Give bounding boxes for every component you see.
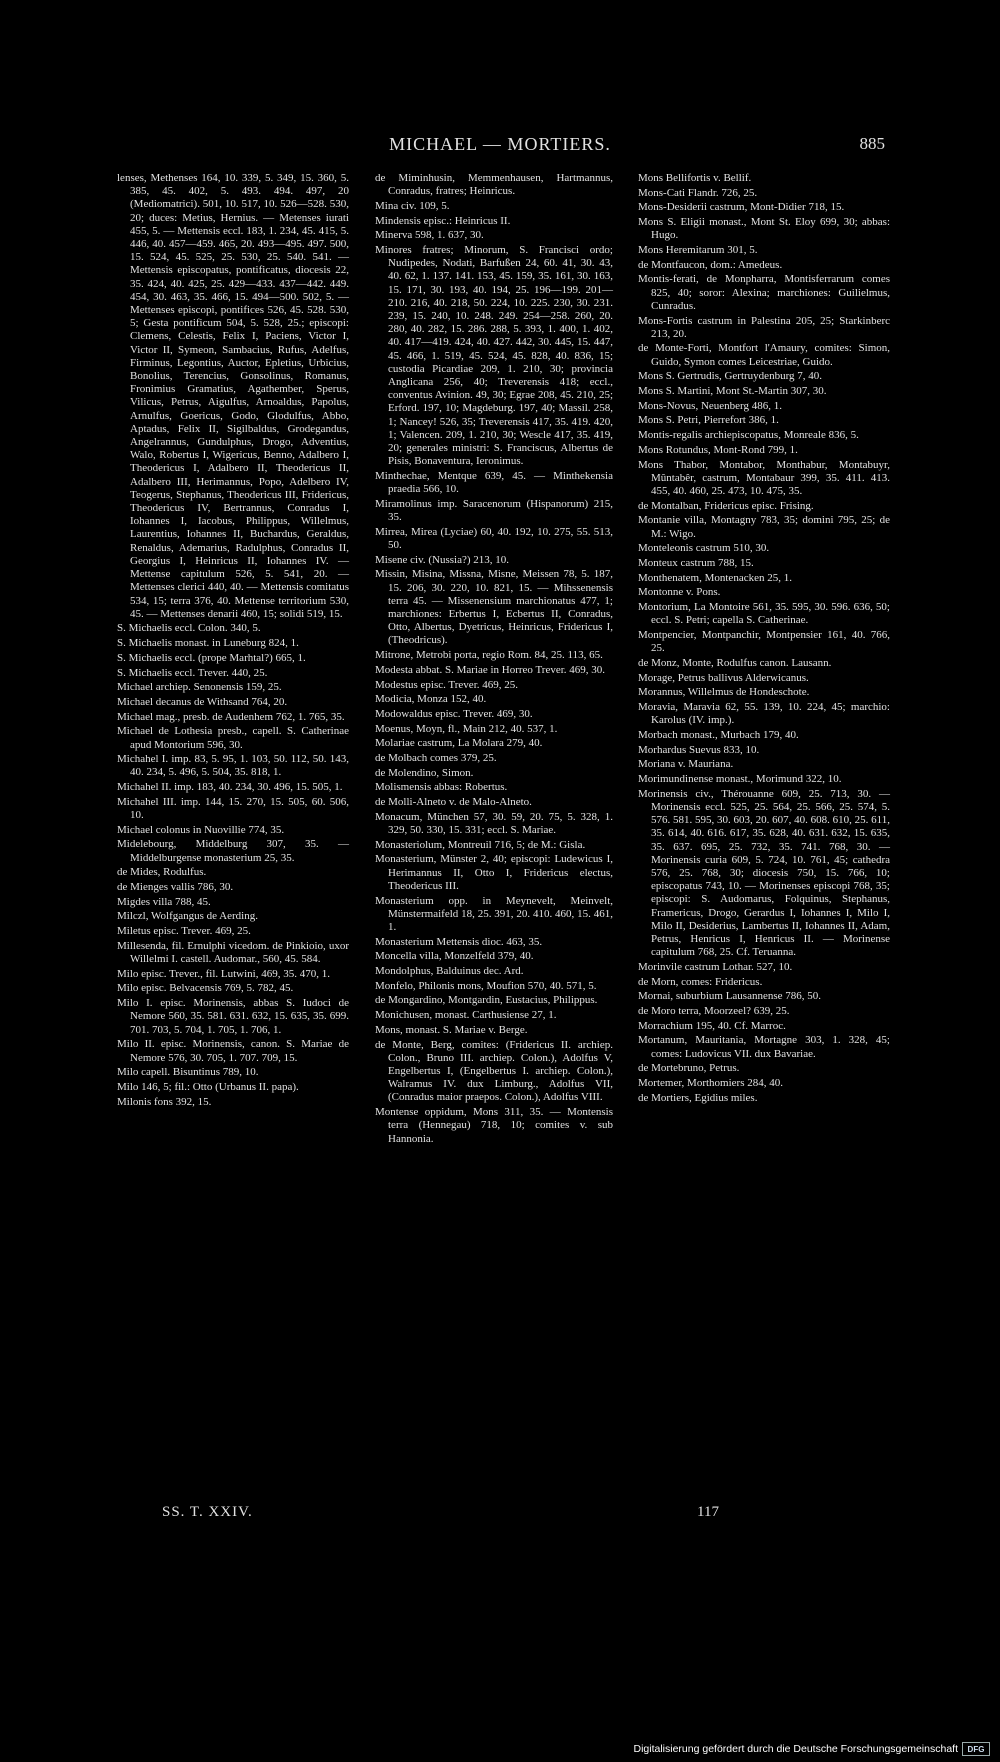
page-number: 885 [859,134,885,153]
index-entry: Minthechae, Mentque 639, 45. — Minthekensia praedia 566, 10. [375,469,613,496]
index-entry: de Miminhusin, Memmenhausen, Hartmannus, Conradus, fratres; Heinricus. [375,172,613,198]
index-entry: de Monte-Forti, Montfort l'Amaury, comites: Simon, Guido, Symon comes Leicestriae, Guido. [638,342,890,368]
index-entry: Molariae castrum, La Molara 279, 40. [375,737,543,750]
index-entry: Milo I. episc. Morinensis, abbas S. Iudoci de Nemore 560, 35. 581. 631. 632, 15. 635, 35. 699. 701. 703, 5. 704, 1. 705, 1. 706, 1. [117,997,349,1036]
index-entry: de Moro terra, Moorzeel? 639, 25. [638,1004,790,1017]
index-entry: Mina civ. 109, 5. [375,199,450,212]
index-entry: Morbach monast., Murbach 179, 40. [638,728,799,741]
index-entry: Montonne v. Pons. [638,586,721,599]
index-entry: Michael mag., presb. de Audenhem 762, 1. 765, 35. [117,710,345,723]
index-entry: lenses, Methenses 164, 10. 339, 5. 349, 15. 360, 5. 385, 45. 402, 5. 493. 494. 497, 20 (Mediomatrici). 501, 10. 517, 10. 526—528. 530, 20; duces: Metius, Hernius. — Metenses iurati 455, 5. — Mettensis eccl. 183, 1. 234, 45. 415, 5. 446, 40. 457—459. 465, 20. 493—495. 497. 500, 15. 524, 45. 525, 25. 530, 25. 540. 541. — Mettensis episcopatus, pontificatus, diocesis 22, 35. 424, 40. 425, 25. 429—433. 437—442. 449. 454, 30. 463, 35. 466, 15. 494—500. 502, 5. — Mettenses episcopi, pontifices 526, 45. 528. 530, 5; Gesta pontificum 504, 5. 528, 25.; episcopi: Clemens, Celestis, Felix I, Paciens, Victor I, Victor II, Symeon, Sambacius, Rufus, Adelfus, Firminus, Legontius, Auctor, Epletius, Urbicius, Bonolius, Terencius, Gonsolinus, Romanus, Fronimius Gramatius, Agathember, Sperus, Vilicus, Petrus, Aigulfus, Arnoaldus, Papolus, Arnulfus, Goericus, Godo, Glodulfus, Abbo, Aptadus, Felix II, Sigilbaldus, Grodegandus, Angelrannus, Gundulphus, Drogo, Adventius, Walo, Robertus I, Wigericus, Benno, Adalbero I, Theodericus I, Adalbero II, Theodericus II, Adalbero III, Herimannus, Popo, Adelbero IV, Teogerus, Stephanus, Theodericus III, Fridericus, Theodericus IV, Bertrannus, Conradus I, Iohannes I, Iacobus, Philippus, Willelmus, Laurentius, Iohannes II, Buchardus, Geraldus, Renaldus, Ademarius, Radulphus, Conradus II, Georgius I, Heinricus II, Iohannes IV. — Mettense capitulum 526, 5. 541, 20. — Mettenses clerici 440, 40. — Mettensis comitatus 534, 15; terra 376, 40. Mettense territorium 530, 45. — Mettenses denarii 460, 15; solidi 519, 15. [117,172,349,620]
index-entry: Monacum, München 57, 30. 59, 20. 75, 5. 328, 1. 329, 50. 330, 15. 331; eccl. S. Mariae. [375,810,613,837]
index-entry: Michahel II. imp. 183, 40. 234, 30. 496, 15. 505, 1. [117,781,343,794]
index-entry: Michael decanus de Withsand 764, 20. [117,695,288,708]
index-entry: Montanie villa, Montagny 783, 35; domini 795, 25; de M.: Wigo. [638,514,890,540]
index-entry: Monasteriolum, Montreuil 716, 5; de M.: Gisla. [375,838,586,851]
index-entry: Milczl, Wolfgangus de Aerding. [117,910,258,923]
index-entry: Moravia, Maravia 62, 55. 139, 10. 224, 45; marchio: Karolus (IV. imp.). [638,701,890,727]
index-entry: Midelebourg, Middelburg 307, 35. — Middelburgense monasterium 25, 35. [117,838,349,864]
index-entry: Molismensis abbas: Robertus. [375,781,508,794]
index-column-2 [375,172,613,1147]
index-entry: Minores fratres; Minorum, S. Francisci ordo; Nudipedes, Nodati, Barfußen 24, 60. 41, 30. 43, 40. 62, 1. 137. 141. 153, 45. 159, 35. 161, 30. 163, 15. 171, 30. 193, 40. 194, 25. 196—199. 201—210. 216, 40. 218, 50. 224, 10. 225. 230, 30. 231. 239, 15. 240, 10. 248. 249. 254—258. 260, 20. 280, 40. 282, 15. 286. 288, 5. 393, 1. 400, 1. 402, 40. 417—419. 424, 40. 427. 442, 30. 445, 15. 447, 45. 466, 1. 519, 45. 524, 45. 828, 40. 836, 15; custodia Picardiae 209, 1. 210, 30; provincia Anglicana 256, 40; Treverensis 418; eccl., conventus Avinion. 49, 30; Egrae 208, 45. 210, 25; Erford. 197, 10; Magdeburg. 197, 40; Massil. 258, 1; Nancey! 526, 35; Treverensis 417, 35. 419. 420, 1; Valencen. 209, 1. 210, 30; Wescle 417, 35. 419, 20; generales ministri: S. Franciscus, Albertus de Pisis, Bonaventura, Ieronimus. [375,244,613,468]
index-entry: S. Michaelis eccl. (prope Marhtal?) 665, 1. [117,651,306,664]
index-entry: Monichusen, monast. Carthusiense 27, 1. [375,1009,557,1022]
index-entry: Mons S. Petri, Pierrefort 386, 1. [638,414,779,427]
index-entry: Missin, Misina, Missna, Misne, Meissen 78, 5. 187, 15. 206, 30. 220, 10. 821, 15. — Mihssenensis terra 45. — Missenensium marchionatus 477, 1; marchiones: Erbertus I, Ecbertus II, Conradus, Otto, Albertus, Dyetricus, Heinricus, Fridericus I, (Theodricus). [375,568,613,647]
index-entry: de Morn, comes: Fridericus. [638,975,763,988]
index-entry: Monteux castrum 788, 15. [638,556,754,569]
index-entry: Monasterium Mettensis dioc. 463, 35. [375,935,543,948]
index-entry: Modestus episc. Trever. 469, 25. [375,678,518,691]
index-entry: Mirrea, Mirea (Lyciae) 60, 40. 192, 10. 275, 55. 513, 50. [375,525,613,551]
index-entry: de Molbach comes 379, 25. [375,752,497,765]
index-entry: Monthenatem, Montenacken 25, 1. [638,571,792,584]
index-entry: S. Michaelis eccl. Trever. 440, 25. [117,666,268,679]
index-entry: Modesta abbat. S. Mariae in Horreo Trever. 469, 30. [375,663,606,676]
index-entry: Mons, monast. S. Mariae v. Berge. [375,1023,528,1036]
index-entry: Mons Thabor, Montabor, Monthabur, Montabuyr, Mûntabêr, castrum, Montabaur 399, 35. 411. 413. 455, 40. 460, 25. 473, 10. 475, 35. [638,458,890,497]
index-entry: de Monte, Berg, comites: (Fridericus II. archiep. Colon., Bruno III. archiep. Colon.), Adolfus V, Engelbertus I, (Engelbertus I. archiep. Colon.), Walramus IV. dux Limburg., Adolfus VII, (Conradus maior praepos. Colon.), Adolfus VIII. [375,1038,613,1104]
index-entry: Moncella villa, Monzelfeld 379, 40. [375,950,534,963]
index-entry: Morage, Petrus ballivus Alderwicanus. [638,671,809,684]
index-entry: Morannus, Willelmus de Hondeschote. [638,686,810,699]
index-entry: S. Michaelis eccl. Colon. 340, 5. [117,622,261,635]
index-entry: Michahel I. imp. 83, 5. 95, 1. 103, 50. 112, 50. 143, 40. 234, 5. 496, 5. 504, 35. 818, 1. [117,753,349,779]
dfg-logo-icon: DFG [962,1742,990,1756]
index-entry: Montis-regalis archiepiscopatus, Monreale 836, 5. [638,429,859,442]
index-entry: Migdes villa 788, 45. [117,895,211,908]
index-entry: Mortemer, Morthomiers 284, 40. [638,1077,783,1089]
index-entry: Montpencier, Montpanchir, Montpensier 161, 40. 766, 25. [638,629,890,655]
sheet-signature: 117 [697,1504,719,1520]
index-entry: Millesenda, fil. Ernulphi vicedom. de Pinkioio, uxor Willelmi I. castell. Audomar., 560, 45. 584. [117,939,349,966]
index-entry: Michael de Lothesia presb., capell. S. Catherinae apud Montorium 596, 30. [117,725,349,751]
index-entry: Mindensis episc.: Heinricus II. [375,214,511,227]
index-entry: Milo II. episc. Morinensis, canon. S. Mariae de Nemore 576, 30. 705, 1. 707. 709, 15. [117,1038,349,1064]
index-entry: Mornai, suburbium Lausannense 786, 50. [638,990,821,1003]
index-entry: Modowaldus episc. Trever. 469, 30. [375,707,533,720]
index-entry: Mons Bellifortis v. Bellif. [638,172,752,184]
index-entry: Mondolphus, Balduinus dec. Ard. [375,965,524,978]
index-entry: de Mides, Rodulfus. [117,866,207,879]
index-entry: Modicia, Monza 152, 40. [375,693,487,706]
index-entry: Monasterium opp. in Meynevelt, Meinvelt, Münstermaifeld 18, 25. 391, 20. 410. 460, 15. 461, 1. [375,894,613,933]
index-entry: Morhardus Suevus 833, 10. [638,743,760,756]
index-entry: Mons-Novus, Neuenberg 486, 1. [638,399,783,412]
index-entry: Montense oppidum, Mons 311, 35. — Montensis terra (Hennegau) 718, 10; comites v. sub Hannonia. [375,1106,613,1145]
index-entry: de Mienges vallis 786, 30. [117,881,234,894]
index-entry: Morinvile castrum Lothar. 527, 10. [638,960,793,973]
index-entry: de Montfaucon, dom.: Amedeus. [638,258,783,271]
index-entry: de Monz, Monte, Rodulfus canon. Lausann. [638,656,832,669]
index-entry: de Mortiers, Egidius miles. [638,1091,758,1104]
index-entry: Morrachium 195, 40. Cf. Marroc. [638,1019,786,1032]
index-entry: Milo 146, 5; fil.: Otto (Urbanus II. papa). [117,1080,299,1093]
index-entry: Milonis fons 392, 15. [117,1095,212,1108]
volume-signature: SS. T. XXIV. [162,1504,253,1520]
index-entry: Montorium, La Montoire 561, 35. 595, 30. 596. 636, 50; eccl. S. Petri; capella S. Catherinae. [638,601,890,627]
index-entry: Mortanum, Mauritania, Mortagne 303, 1. 328, 45; comes: Ludovicus VII. dux Bavariae. [638,1034,890,1060]
index-entry: Mons-Desiderii castrum, Mont-Didier 718, 15. [638,201,845,214]
index-entry: Moriana v. Mauriana. [638,758,734,771]
index-entry: Monfelo, Philonis mons, Moufion 570, 40. 571, 5. [375,979,597,992]
index-entry: Milo episc. Belvacensis 769, 5. 782, 45. [117,982,294,995]
index-column-1 [117,172,349,1110]
index-entry: Mitrone, Metrobi porta, regio Rom. 84, 25. 113, 65. [375,649,603,662]
index-entry: Milo capell. Bisuntinus 789, 10. [117,1066,259,1079]
index-entry: Miramolinus imp. Saracenorum (Hispanorum) 215, 35. [375,497,613,524]
index-entry: Morimundinense monast., Morimund 322, 10. [638,773,842,786]
index-entry: Morinensis civ., Thérouanne 609, 25. 713, 30. — Morinensis eccl. 525, 25. 564, 25. 566, 25. 574, 5. 576. 581. 595, 30. 603, 20. 607, 40. 608. 610, 25. 611, 35. 614, 40. 616. 617, 35. 628, 40. 631. 632, 15. 635, 35. 637. 695, 25. 732, 35. 741. 768, 30. — Morinensis curia 609, 5. 724, 10. 761, 45; cathedra 576, 25. 768, 30; diocesis 750, 15. 766, 10; episcopatus 743, 10. — Morinenses episcopi 768, 35; episcopi: S. Audomarus, Folquinus, Stephanus, Framericus, Drogo, Gerardus I, Iohannes I, Milo I, Milo II, Desiderius, Lambertus II, Iohannes II, Adam, Petrus, Henricus I, Henricus II. — Morinense capitulum 768, 25. Cf. Teruanna. [638,787,890,959]
page-header [115,134,885,158]
index-entry: Mons Heremitarum 301, 5. [638,244,758,257]
index-entry: Mons S. Eligii monast., Mont St. Eloy 699, 30; abbas: Hugo. [638,216,890,242]
index-entry: de Molendino, Simon. [375,766,474,779]
index-entry: Mons-Cati Flandr. 726, 25. [638,186,758,199]
index-entry: Miletus episc. Trever. 469, 25. [117,925,251,938]
index-entry: Milo episc. Trever., fil. Lutwini, 469, 35. 470, 1. [117,967,330,980]
index-entry: de Mortebruno, Petrus. [638,1062,740,1075]
running-title: MICHAEL — MORTIERS. [389,134,611,154]
index-entry: Michael archiep. Senonensis 159, 25. [117,681,282,694]
digitization-credit [633,1742,990,1756]
index-entry: Michahel III. imp. 144, 15. 270, 15. 505, 60. 506, 10. [117,795,349,822]
index-entry: de Mongardino, Montgardin, Eustacius, Philippus. [375,994,598,1007]
index-entry: Monteleonis castrum 510, 30. [638,542,770,555]
index-entry: Michael colonus in Nuovillie 774, 35. [117,823,285,836]
credit-text: Digitalisierung gefördert durch die Deutsche Forschungsgemeinschaft [633,1743,958,1755]
index-entry: Monasterium, Münster 2, 40; episcopi: Ludewicus I, Herimannus II, Otto I, Fridericus electus, Theodericus III. [375,853,613,892]
index-entry: de Molli-Alneto v. de Malo-Alneto. [375,796,532,809]
index-entry: Mons Rotundus, Mont-Rond 799, 1. [638,443,798,456]
index-entry: Mons S. Gertrudis, Gertruydenburg 7, 40. [638,370,823,383]
index-entry: Misene civ. (Nussia?) 213, 10. [375,553,510,566]
index-entry: Mons-Fortis castrum in Palestina 205, 25; Starkinberc 213, 20. [638,314,890,340]
index-entry: Moenus, Moyn, fl., Main 212, 40. 537, 1. [375,722,558,735]
index-entry: S. Michaelis monast. in Luneburg 824, 1. [117,637,299,650]
index-entry: Montis-ferati, de Monpharra, Montisferrarum comes 825, 40; soror: Alexina; marchiones: Guilielmus, Cunradus. [638,273,890,312]
index-entry: de Montalban, Fridericus episc. Frising. [638,499,814,512]
index-entry: Mons S. Martini, Mont St.-Martin 307, 30. [638,385,827,398]
index-column-3 [638,172,890,1106]
index-entry: Minerva 598, 1. 637, 30. [375,229,484,242]
